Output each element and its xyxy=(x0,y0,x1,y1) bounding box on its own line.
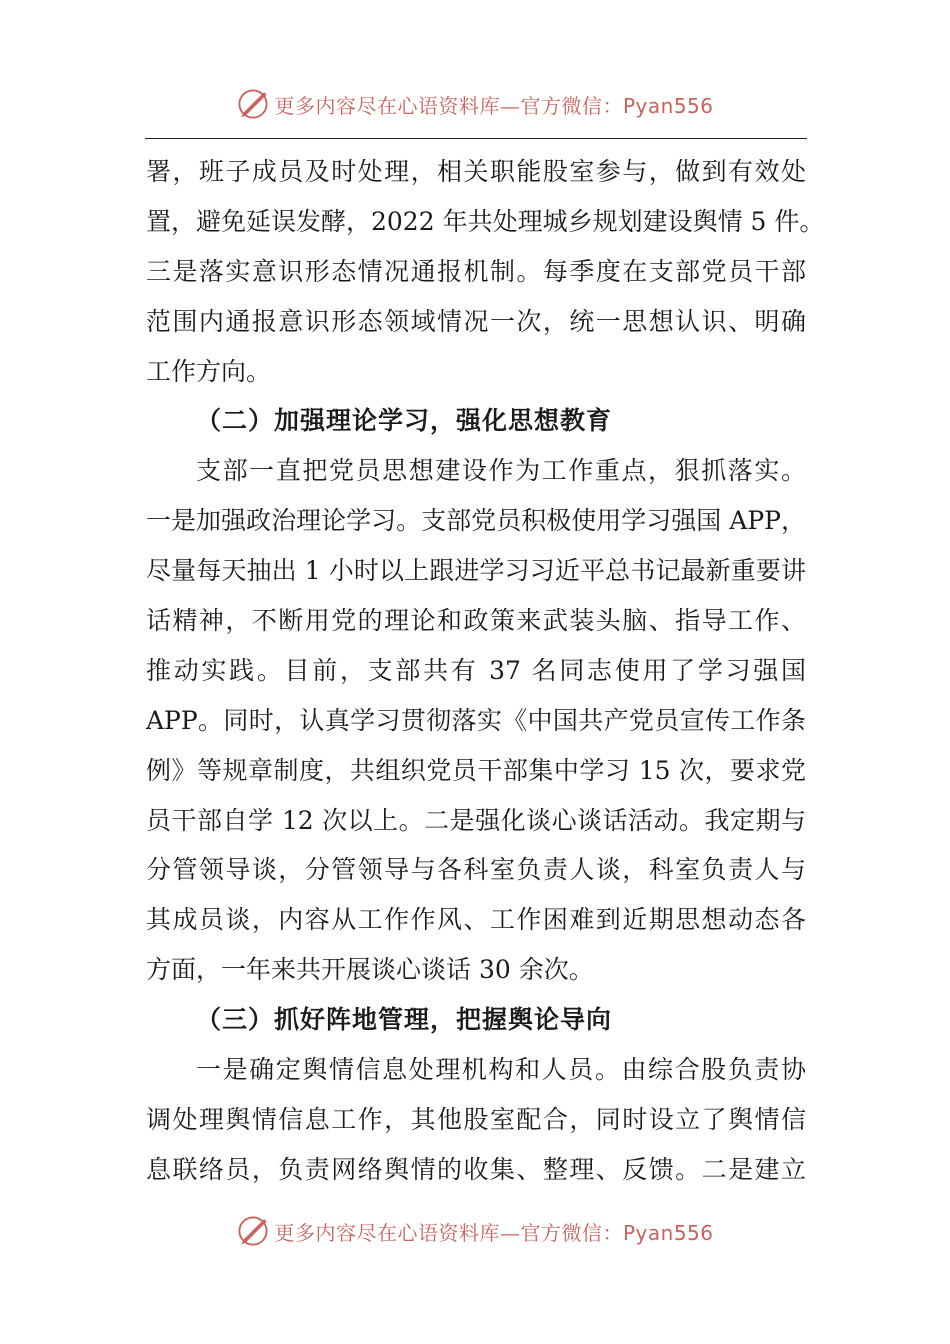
body-line: 尽量每天抽出 1 小时以上跟进学习习近平总书记最新重要讲 xyxy=(146,556,806,586)
body-line: 置，避免延误发酵，2022 年共处理城乡规划建设舆情 5 件。 xyxy=(146,206,825,236)
footer-banner-text: 更多内容尽在心语资料库—官方微信：Pyan556 xyxy=(274,1220,714,1245)
body-line: 例》等规章制度，共组织党员干部集中学习 15 次，要求党 xyxy=(146,755,806,785)
body-line: 署，班子成员及时处理，相关职能股室参与，做到有效处 xyxy=(146,157,806,186)
body-line: 三是落实意识形态情况通报机制。每季度在支部党员干部 xyxy=(146,256,806,286)
body-line: 其成员谈，内容从工作作风、工作困难到近期思想动态各 xyxy=(146,905,806,935)
section-heading-2: （二）加强理论学习，强化思想教育 xyxy=(196,406,613,436)
body-line: 员干部自学 12 次以上。二是强化谈心谈话活动。我定期与 xyxy=(146,805,806,835)
header-wechat-id: Pyan556 xyxy=(622,93,714,118)
footer-banner xyxy=(0,1211,950,1251)
header-banner xyxy=(0,84,950,124)
body-line: 支部一直把党员思想建设作为工作重点，狠抓落实。 xyxy=(196,456,806,486)
document-body xyxy=(146,147,825,1195)
footer-wechat-id: Pyan556 xyxy=(622,1220,714,1245)
section-heading-3: （三）抓好阵地管理，把握舆论导向 xyxy=(196,1005,613,1035)
body-line: 范围内通报意识形态领域情况一次，统一思想认识、明确 xyxy=(146,306,806,336)
body-line: 一是确定舆情信息处理机构和人员。由综合股负责协 xyxy=(196,1055,806,1085)
body-line: 方面，一年来共开展谈心谈话 30 余次。 xyxy=(146,955,594,985)
body-line: 一是加强政治理论学习。支部党员积极使用学习强国 APP， xyxy=(146,506,806,536)
pen-logo-icon xyxy=(236,87,270,121)
pen-logo-icon xyxy=(236,1214,270,1248)
body-line: APP。同时，认真学习贯彻落实《中国共产党员宣传工作条 xyxy=(146,705,806,735)
header-divider xyxy=(145,138,807,139)
header-banner-text: 更多内容尽在心语资料库—官方微信：Pyan556 xyxy=(274,93,714,118)
body-line: 分管领导谈，分管领导与各科室负责人谈，科室负责人与 xyxy=(146,855,806,885)
body-line: 调处理舆情信息工作，其他股室配合，同时设立了舆情信 xyxy=(146,1104,806,1134)
body-line: 工作方向。 xyxy=(146,356,272,386)
body-line: 话精神，不断用党的理论和政策来武装头脑、指导工作、 xyxy=(146,606,806,636)
body-line: 息联络员，负责网络舆情的收集、整理、反馈。二是建立 xyxy=(146,1154,806,1184)
body-line: 推动实践。目前，支部共有 37 名同志使用了学习强国 xyxy=(146,655,806,685)
